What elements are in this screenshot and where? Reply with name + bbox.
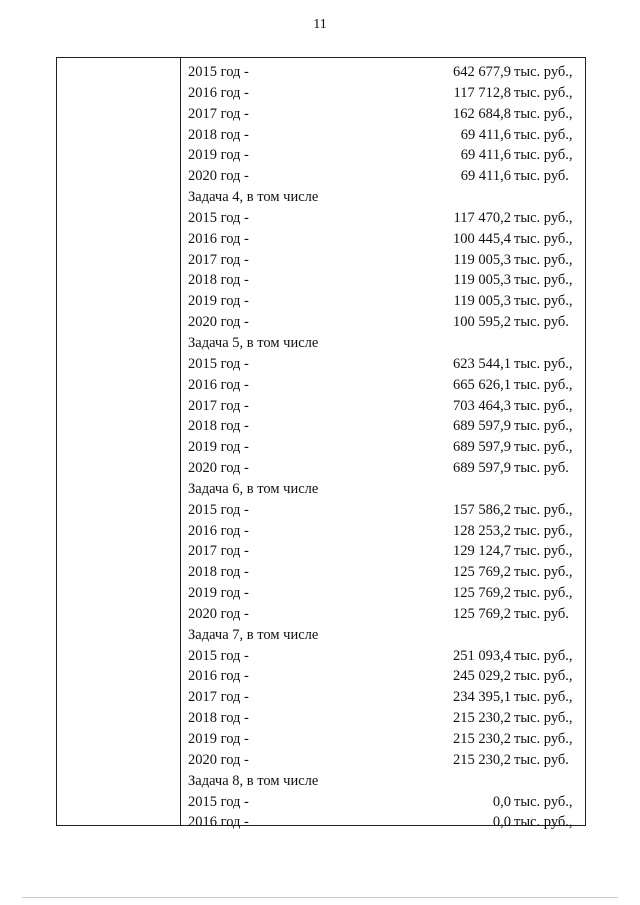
page-bottom-edge [22, 897, 618, 898]
year-amount-row [188, 521, 580, 542]
amount-value: 125 769,2 [453, 605, 511, 622]
year-label: 2016 год - [188, 668, 249, 685]
year-label: 2017 год - [188, 689, 249, 706]
year-label: 2017 год - [188, 543, 249, 560]
unit-label: тыс. руб. [514, 168, 569, 185]
year-amount-row [188, 125, 580, 146]
year-label: 2015 год - [188, 355, 249, 372]
task-header-row [188, 333, 580, 354]
year-amount-row [188, 354, 580, 375]
unit-label: тыс. руб., [514, 418, 573, 435]
year-amount-row [188, 291, 580, 312]
unit-label: тыс. руб., [514, 814, 573, 831]
unit-label: тыс. руб., [514, 522, 573, 539]
unit-label: тыс. руб., [514, 293, 573, 310]
task-header-label: Задача 4, в том числе [188, 189, 319, 206]
amount-value: 119 005,3 [453, 293, 511, 310]
amount-value: 234 395,1 [453, 689, 511, 706]
year-amount-row [188, 500, 580, 521]
unit-label: тыс. руб., [514, 397, 573, 414]
unit-label: тыс. руб., [514, 230, 573, 247]
amount-value: 623 544,1 [453, 355, 511, 372]
unit-label: тыс. руб., [514, 564, 573, 581]
amount-value: 0,0 [492, 814, 511, 831]
year-amount-row [188, 687, 580, 708]
amount-value: 215 230,2 [453, 710, 511, 727]
unit-label: тыс. руб., [514, 84, 573, 101]
task-header-label: Задача 7, в том числе [188, 626, 319, 643]
amount-value: 703 464,3 [453, 397, 511, 414]
unit-label: тыс. руб., [514, 105, 573, 122]
year-amount-row [188, 375, 580, 396]
unit-label: тыс. руб., [514, 689, 573, 706]
year-amount-row [188, 458, 580, 479]
amount-value: 119 005,3 [453, 272, 511, 289]
amount-value: 129 124,7 [453, 543, 511, 560]
year-label: 2018 год - [188, 272, 249, 289]
year-amount-row [188, 270, 580, 291]
unit-label: тыс. руб., [514, 209, 573, 226]
year-label: 2018 год - [188, 710, 249, 727]
year-label: 2019 год - [188, 585, 249, 602]
year-amount-row [188, 166, 580, 187]
amount-value: 689 597,9 [453, 418, 511, 435]
year-label: 2019 год - [188, 293, 249, 310]
year-amount-row [188, 83, 580, 104]
year-label: 2020 год - [188, 168, 249, 185]
year-amount-row [188, 562, 580, 583]
year-label: 2017 год - [188, 105, 249, 122]
unit-label: тыс. руб., [514, 501, 573, 518]
amount-value: 665 626,1 [453, 376, 511, 393]
task-header-row [188, 625, 580, 646]
amount-value: 245 029,2 [453, 668, 511, 685]
amount-value: 162 684,8 [453, 105, 511, 122]
funding-table [56, 57, 586, 831]
year-label: 2015 год - [188, 209, 249, 226]
year-label: 2020 год - [188, 314, 249, 331]
amount-value: 69 411,6 [460, 147, 511, 164]
year-amount-row [188, 62, 580, 83]
year-amount-row [188, 437, 580, 458]
amount-value: 157 586,2 [453, 501, 511, 518]
year-label: 2016 год - [188, 376, 249, 393]
unit-label: тыс. руб., [514, 126, 573, 143]
funding-rows [188, 62, 580, 833]
amount-value: 0,0 [492, 793, 511, 810]
year-amount-row [188, 792, 580, 813]
amount-value: 128 253,2 [453, 522, 511, 539]
amount-value: 215 230,2 [453, 731, 511, 747]
year-label: 2019 год - [188, 439, 249, 456]
year-label: 2019 год - [188, 147, 249, 164]
year-amount-row [188, 250, 580, 271]
amount-value: 69 411,6 [460, 126, 511, 143]
unit-label: тыс. руб., [514, 543, 573, 560]
year-label: 2017 год - [188, 397, 249, 414]
year-amount-row [188, 145, 580, 166]
year-amount-row [188, 104, 580, 125]
task-header-row [188, 771, 580, 792]
year-label: 2018 год - [188, 418, 249, 435]
amount-value: 119 005,3 [453, 251, 511, 268]
unit-label: тыс. руб., [514, 272, 573, 289]
unit-label: тыс. руб., [514, 710, 573, 727]
amount-value: 689 597,9 [453, 460, 511, 477]
unit-label: тыс. руб., [514, 439, 573, 456]
unit-label: тыс. руб., [514, 147, 573, 164]
unit-label: тыс. руб., [514, 647, 573, 664]
unit-label: тыс. руб., [514, 585, 573, 602]
year-amount-row [188, 646, 580, 667]
year-label: 2020 год - [188, 751, 249, 768]
year-amount-row [188, 708, 580, 729]
year-label: 2016 год - [188, 522, 249, 539]
year-label: 2020 год - [188, 605, 249, 622]
column-divider [180, 58, 181, 825]
year-amount-row [188, 208, 580, 229]
unit-label: тыс. руб. [514, 605, 569, 622]
unit-label: тыс. руб., [514, 668, 573, 685]
task-header-row [188, 479, 580, 500]
year-label: 2015 год - [188, 793, 249, 810]
amount-value: 642 677,9 [453, 64, 511, 80]
year-label: 2015 год - [188, 647, 249, 664]
task-header-row [188, 187, 580, 208]
amount-value: 117 712,8 [453, 84, 511, 101]
unit-label: тыс. руб., [514, 355, 573, 372]
unit-label: тыс. руб., [514, 64, 573, 80]
year-label: 2016 год - [188, 84, 249, 101]
year-amount-row [188, 583, 580, 604]
year-label: 2020 год - [188, 460, 249, 477]
unit-label: тыс. руб., [514, 376, 573, 393]
amount-value: 251 093,4 [453, 647, 511, 664]
year-amount-row [188, 416, 580, 437]
year-amount-row [188, 396, 580, 417]
amount-value: 125 769,2 [453, 564, 511, 581]
year-amount-row [188, 229, 580, 250]
year-label: 2018 год - [188, 126, 249, 143]
amount-value: 125 769,2 [453, 585, 511, 602]
year-amount-row [188, 604, 580, 625]
year-label: 2015 год - [188, 64, 249, 80]
unit-label: тыс. руб. [514, 751, 569, 768]
task-header-label: Задача 6, в том числе [188, 480, 319, 497]
year-amount-row [188, 750, 580, 771]
year-amount-row [188, 729, 580, 750]
amount-value: 100 595,2 [453, 314, 511, 331]
year-label: 2018 год - [188, 564, 249, 581]
year-amount-row [188, 541, 580, 562]
page-number: 11 [313, 17, 327, 32]
year-label: 2017 год - [188, 251, 249, 268]
task-header-label: Задача 5, в том числе [188, 334, 319, 351]
year-amount-row [188, 666, 580, 687]
unit-label: тыс. руб., [514, 251, 573, 268]
amount-value: 215 230,2 [453, 751, 511, 768]
amount-value: 100 445,4 [453, 230, 511, 247]
amount-value: 689 597,9 [453, 439, 511, 456]
year-amount-row [188, 812, 580, 833]
year-label: 2015 год - [188, 501, 249, 518]
amount-value: 117 470,2 [453, 209, 511, 226]
unit-label: тыс. руб., [514, 731, 573, 747]
unit-label: тыс. руб. [514, 460, 569, 477]
unit-label: тыс. руб. [514, 314, 569, 331]
year-label: 2016 год - [188, 230, 249, 247]
unit-label: тыс. руб., [514, 793, 573, 810]
amount-value: 69 411,6 [460, 168, 511, 185]
year-amount-row [188, 312, 580, 333]
task-header-label: Задача 8, в том числе [188, 772, 319, 789]
year-label: 2019 год - [188, 731, 249, 747]
year-label: 2016 год - [188, 814, 249, 831]
